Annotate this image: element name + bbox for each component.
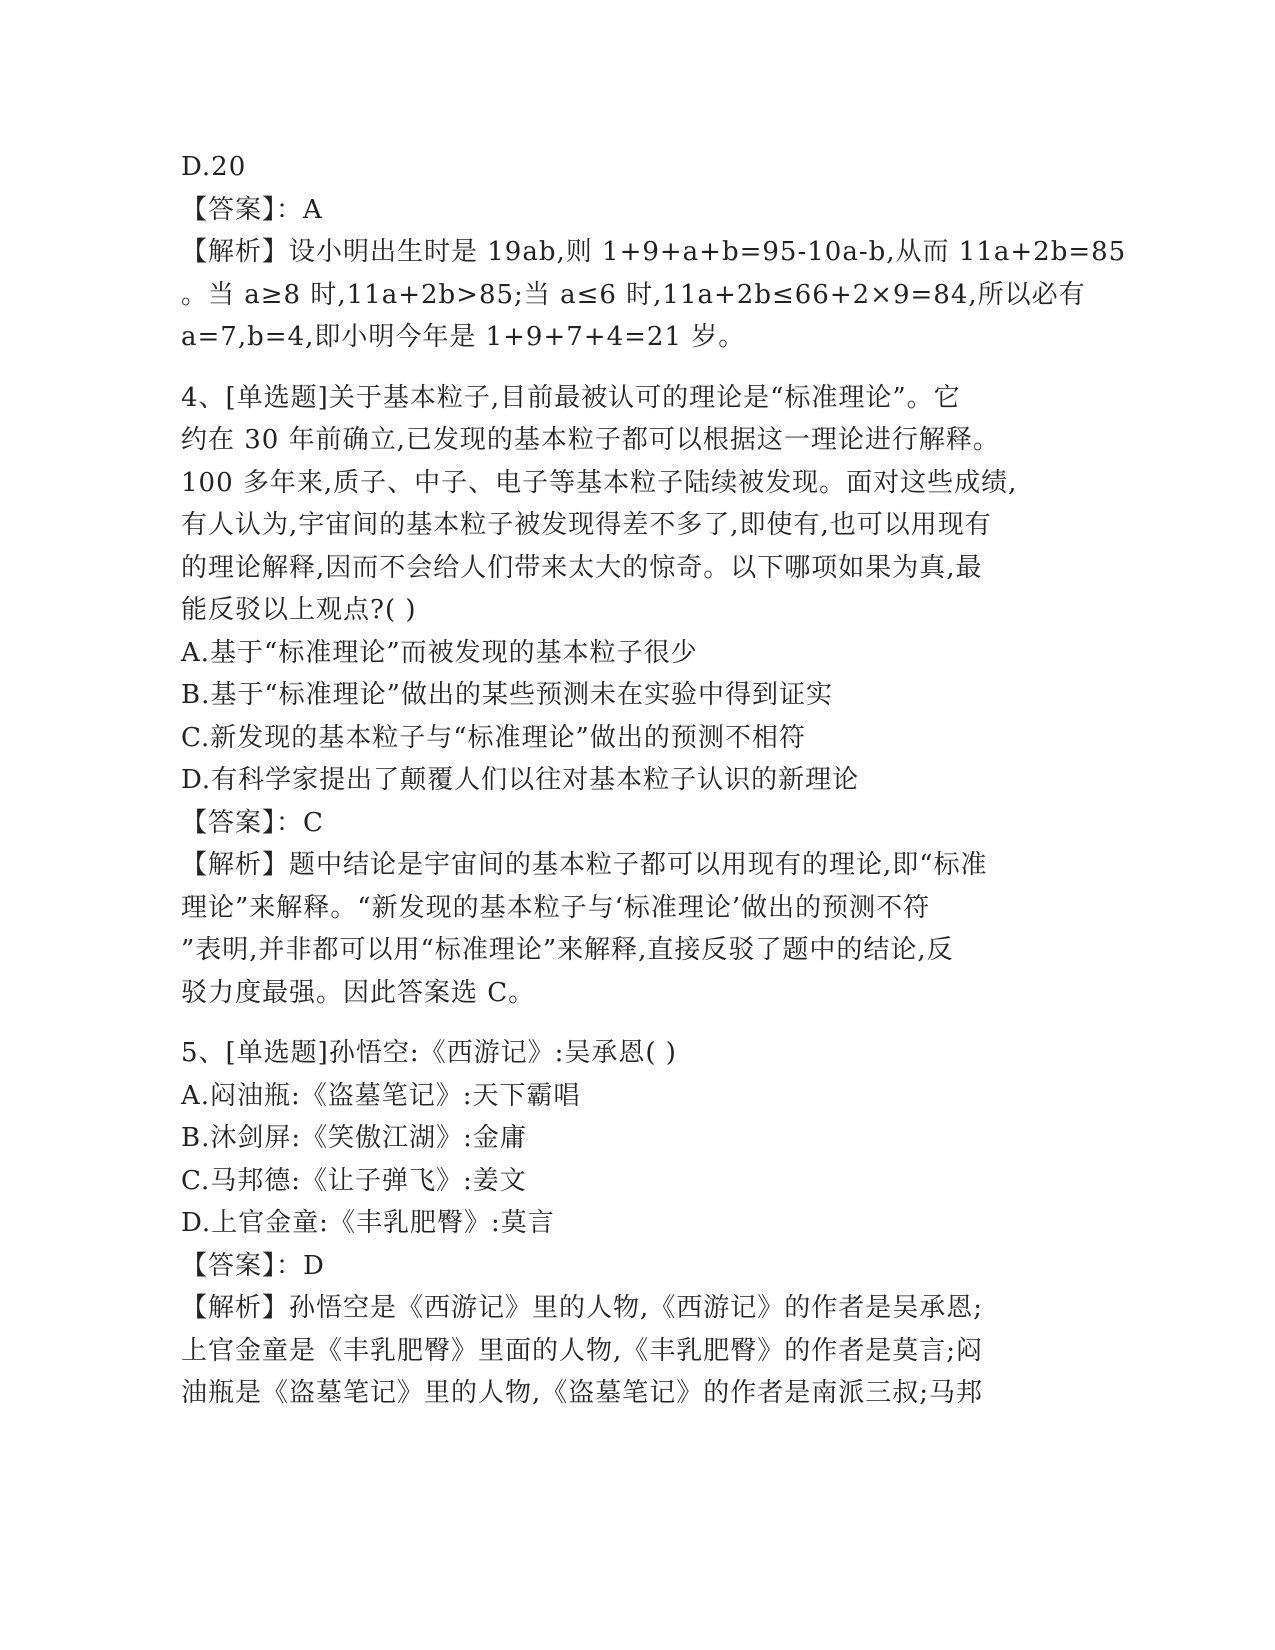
answer-line: 【答案】：A xyxy=(181,194,323,225)
question-stem-line: 有人认为,宇宙间的基本粒子被发现得差不多了,即使有,也可以用现有 xyxy=(181,510,992,540)
option-b: B.基于“标准理论”做出的某些预测未在实验中得到证实 xyxy=(181,680,833,710)
analysis-line: 【解析】孙悟空是《西游记》里的人物,《西游记》的作者是吴承恩; xyxy=(181,1293,984,1323)
option-d: D.上官金童:《丰乳肥臀》:莫言 xyxy=(181,1208,555,1238)
question-stem-line: 能反驳以上观点?( ) xyxy=(181,595,417,625)
question-stem-line: 约在 30 年前确立,已发现的基本粒子都可以根据这一理论进行解释。 xyxy=(181,425,1000,455)
question-stem-line: 的理论解释,因而不会给人们带来太大的惊奇。以下哪项如果为真,最 xyxy=(181,552,983,583)
option-a: A.基于“标准理论”而被发现的基本粒子很少 xyxy=(181,637,698,668)
analysis-line: 油瓶是《盗墓笔记》里的人物,《盗墓笔记》的作者是南派三叔;马邦 xyxy=(181,1378,984,1408)
spacer xyxy=(181,359,1081,377)
question-4 xyxy=(181,377,1081,1015)
option-d: D.有科学家提出了颠覆人们以往对基本粒子认识的新理论 xyxy=(181,765,860,795)
analysis-line: 理论”来解释。“新发现的基本粒子与‘标准理论’做出的预测不符 xyxy=(181,892,931,923)
analysis-line: 驳力度最强。因此答案选 C。 xyxy=(181,977,536,1008)
option-c: C.新发现的基本粒子与“标准理论”做出的预测不相符 xyxy=(181,722,806,753)
question-3-tail xyxy=(181,146,1127,359)
analysis-line: 【解析】设小明出生时是 19ab,则 1+9+a+b=95-10a-b,从而 11a+2b=85 xyxy=(181,237,1127,267)
question-stem-line: 100 多年来,质子、中子、电子等基本粒子陆续被发现。面对这些成绩, xyxy=(181,467,1018,498)
analysis-line: ”表明,并非都可以用“标准理论”来解释,直接反驳了题中的结论,反 xyxy=(181,935,954,965)
option-d: D.20 xyxy=(181,152,247,182)
analysis-line: 【解析】题中结论是宇宙间的基本粒子都可以用现有的理论,即“标准 xyxy=(181,850,988,880)
question-5 xyxy=(181,1032,1081,1415)
document-page xyxy=(181,146,1127,1415)
analysis-line: a=7,b=4,即小明今年是 1+9+7+4=21 岁。 xyxy=(181,322,746,352)
spacer xyxy=(181,1014,1081,1032)
question-stem-line: 4、[单选题]关于基本粒子,目前最被认可的理论是“标准理论”。它 xyxy=(181,382,961,413)
question-stem-line: 5、[单选题]孙悟空:《西游记》:吴承恩( ) xyxy=(181,1038,677,1068)
analysis-line: 。当 a≥8 时,11a+2b>85;当 a≤6 时,11a+2b≤66+2×9=84,所以必有 xyxy=(181,279,1086,310)
option-a: A.闷油瓶:《盗墓笔记》:天下霸唱 xyxy=(181,1080,581,1111)
answer-line: 【答案】：C xyxy=(181,807,324,838)
option-b: B.沐剑屏:《笑傲江湖》:金庸 xyxy=(181,1123,527,1153)
answer-line: 【答案】：D xyxy=(181,1250,325,1281)
option-c: C.马邦德:《让子弹飞》:姜文 xyxy=(181,1165,527,1196)
analysis-line: 上官金童是《丰乳肥臀》里面的人物,《丰乳肥臀》的作者是莫言;闷 xyxy=(181,1335,984,1366)
